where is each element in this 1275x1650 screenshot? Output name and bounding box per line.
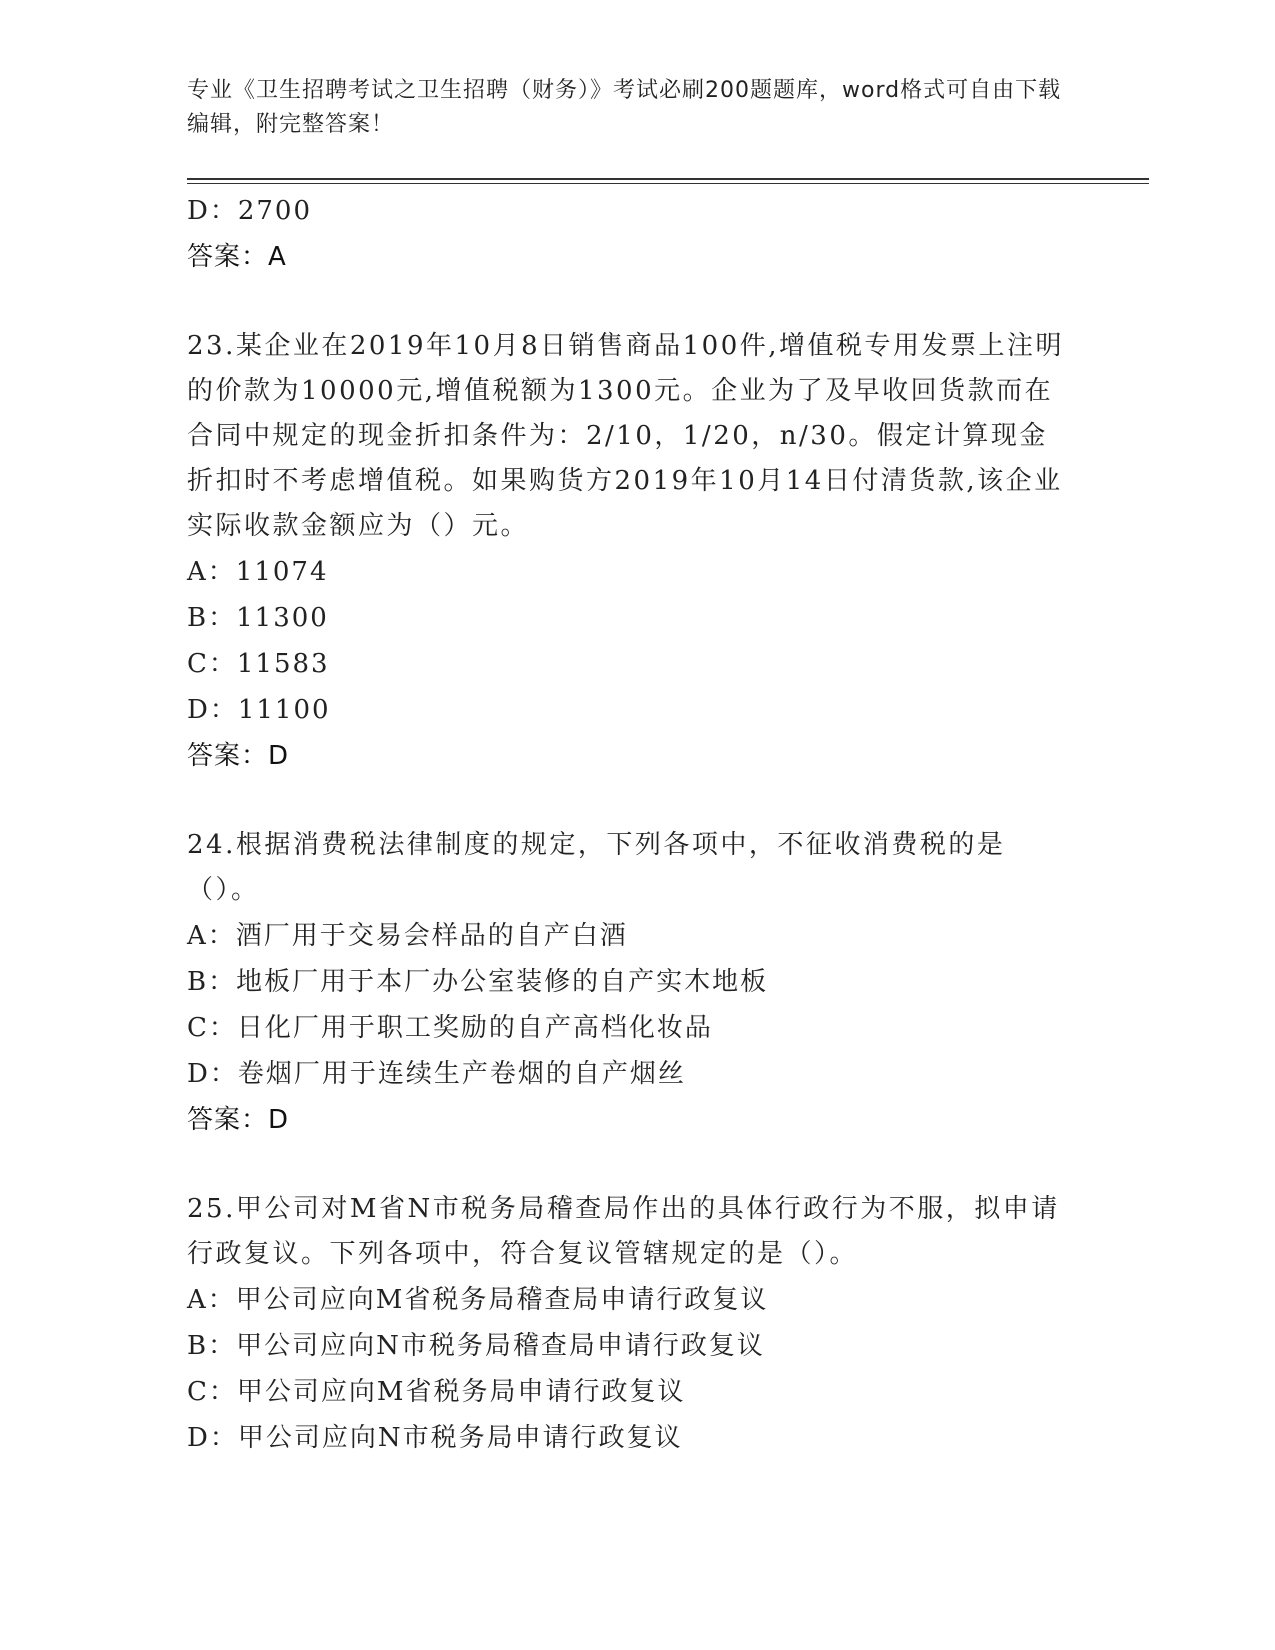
- question-23-option-b: B：11300: [187, 603, 329, 633]
- prev-answer: 答案：A: [187, 242, 287, 272]
- header-divider-thin: [187, 183, 1149, 184]
- question-24-option-c: C：日化厂用于职工奖励的自产高档化妆品: [187, 1013, 713, 1043]
- question-23-text: 23.某企业在2019年10月8日销售商品100件,增值税专用发票上注明的价款为10000元,增值税额为1300元。企业为了及早收回货款而在合同中规定的现金折扣条件为：2/10，1/20，n/30。假定计算现金折扣时不考虑增值税。如果购货方2019年10月14日付清货款,该企业实际收款金额应为（）元。: [187, 331, 1065, 541]
- question-23-option-c: C：11583: [187, 649, 330, 679]
- question-24-option-b: B：地板厂用于本厂办公室装修的自产实木地板: [187, 967, 769, 997]
- question-23-option-d: D：11100: [187, 695, 331, 725]
- question-23-answer: 答案：D: [187, 741, 290, 771]
- question-23-option-a: A：11074: [187, 557, 329, 587]
- prev-option-d: D：2700: [187, 196, 313, 226]
- question-25-option-b: B：甲公司应向N市税务局稽查局申请行政复议: [187, 1331, 765, 1361]
- header-divider-thick: [187, 178, 1149, 180]
- document-header: 专业《卫生招聘考试之卫生招聘（财务）》考试必刷200题题库，word格式可自由下载编辑，附完整答案！: [187, 78, 1062, 137]
- question-24-text: 24.根据消费税法律制度的规定，下列各项中，不征收消费税的是（）。: [187, 830, 1006, 905]
- question-25-option-c: C：甲公司应向M省税务局申请行政复议: [187, 1377, 686, 1407]
- question-24-option-d: D：卷烟厂用于连续生产卷烟的自产烟丝: [187, 1059, 686, 1089]
- question-25-option-d: D：甲公司应向N市税务局申请行政复议: [187, 1423, 683, 1453]
- question-24-option-a: A：酒厂用于交易会样品的自产白酒: [187, 921, 628, 951]
- question-25-option-a: A：甲公司应向M省税务局稽查局申请行政复议: [187, 1285, 769, 1315]
- question-24-answer: 答案：D: [187, 1105, 290, 1135]
- question-content: [187, 188, 1067, 1461]
- question-25-text: 25.甲公司对M省N市税务局稽查局作出的具体行政行为不服，拟申请行政复议。下列各项中，符合复议管辖规定的是（）。: [187, 1194, 1060, 1269]
